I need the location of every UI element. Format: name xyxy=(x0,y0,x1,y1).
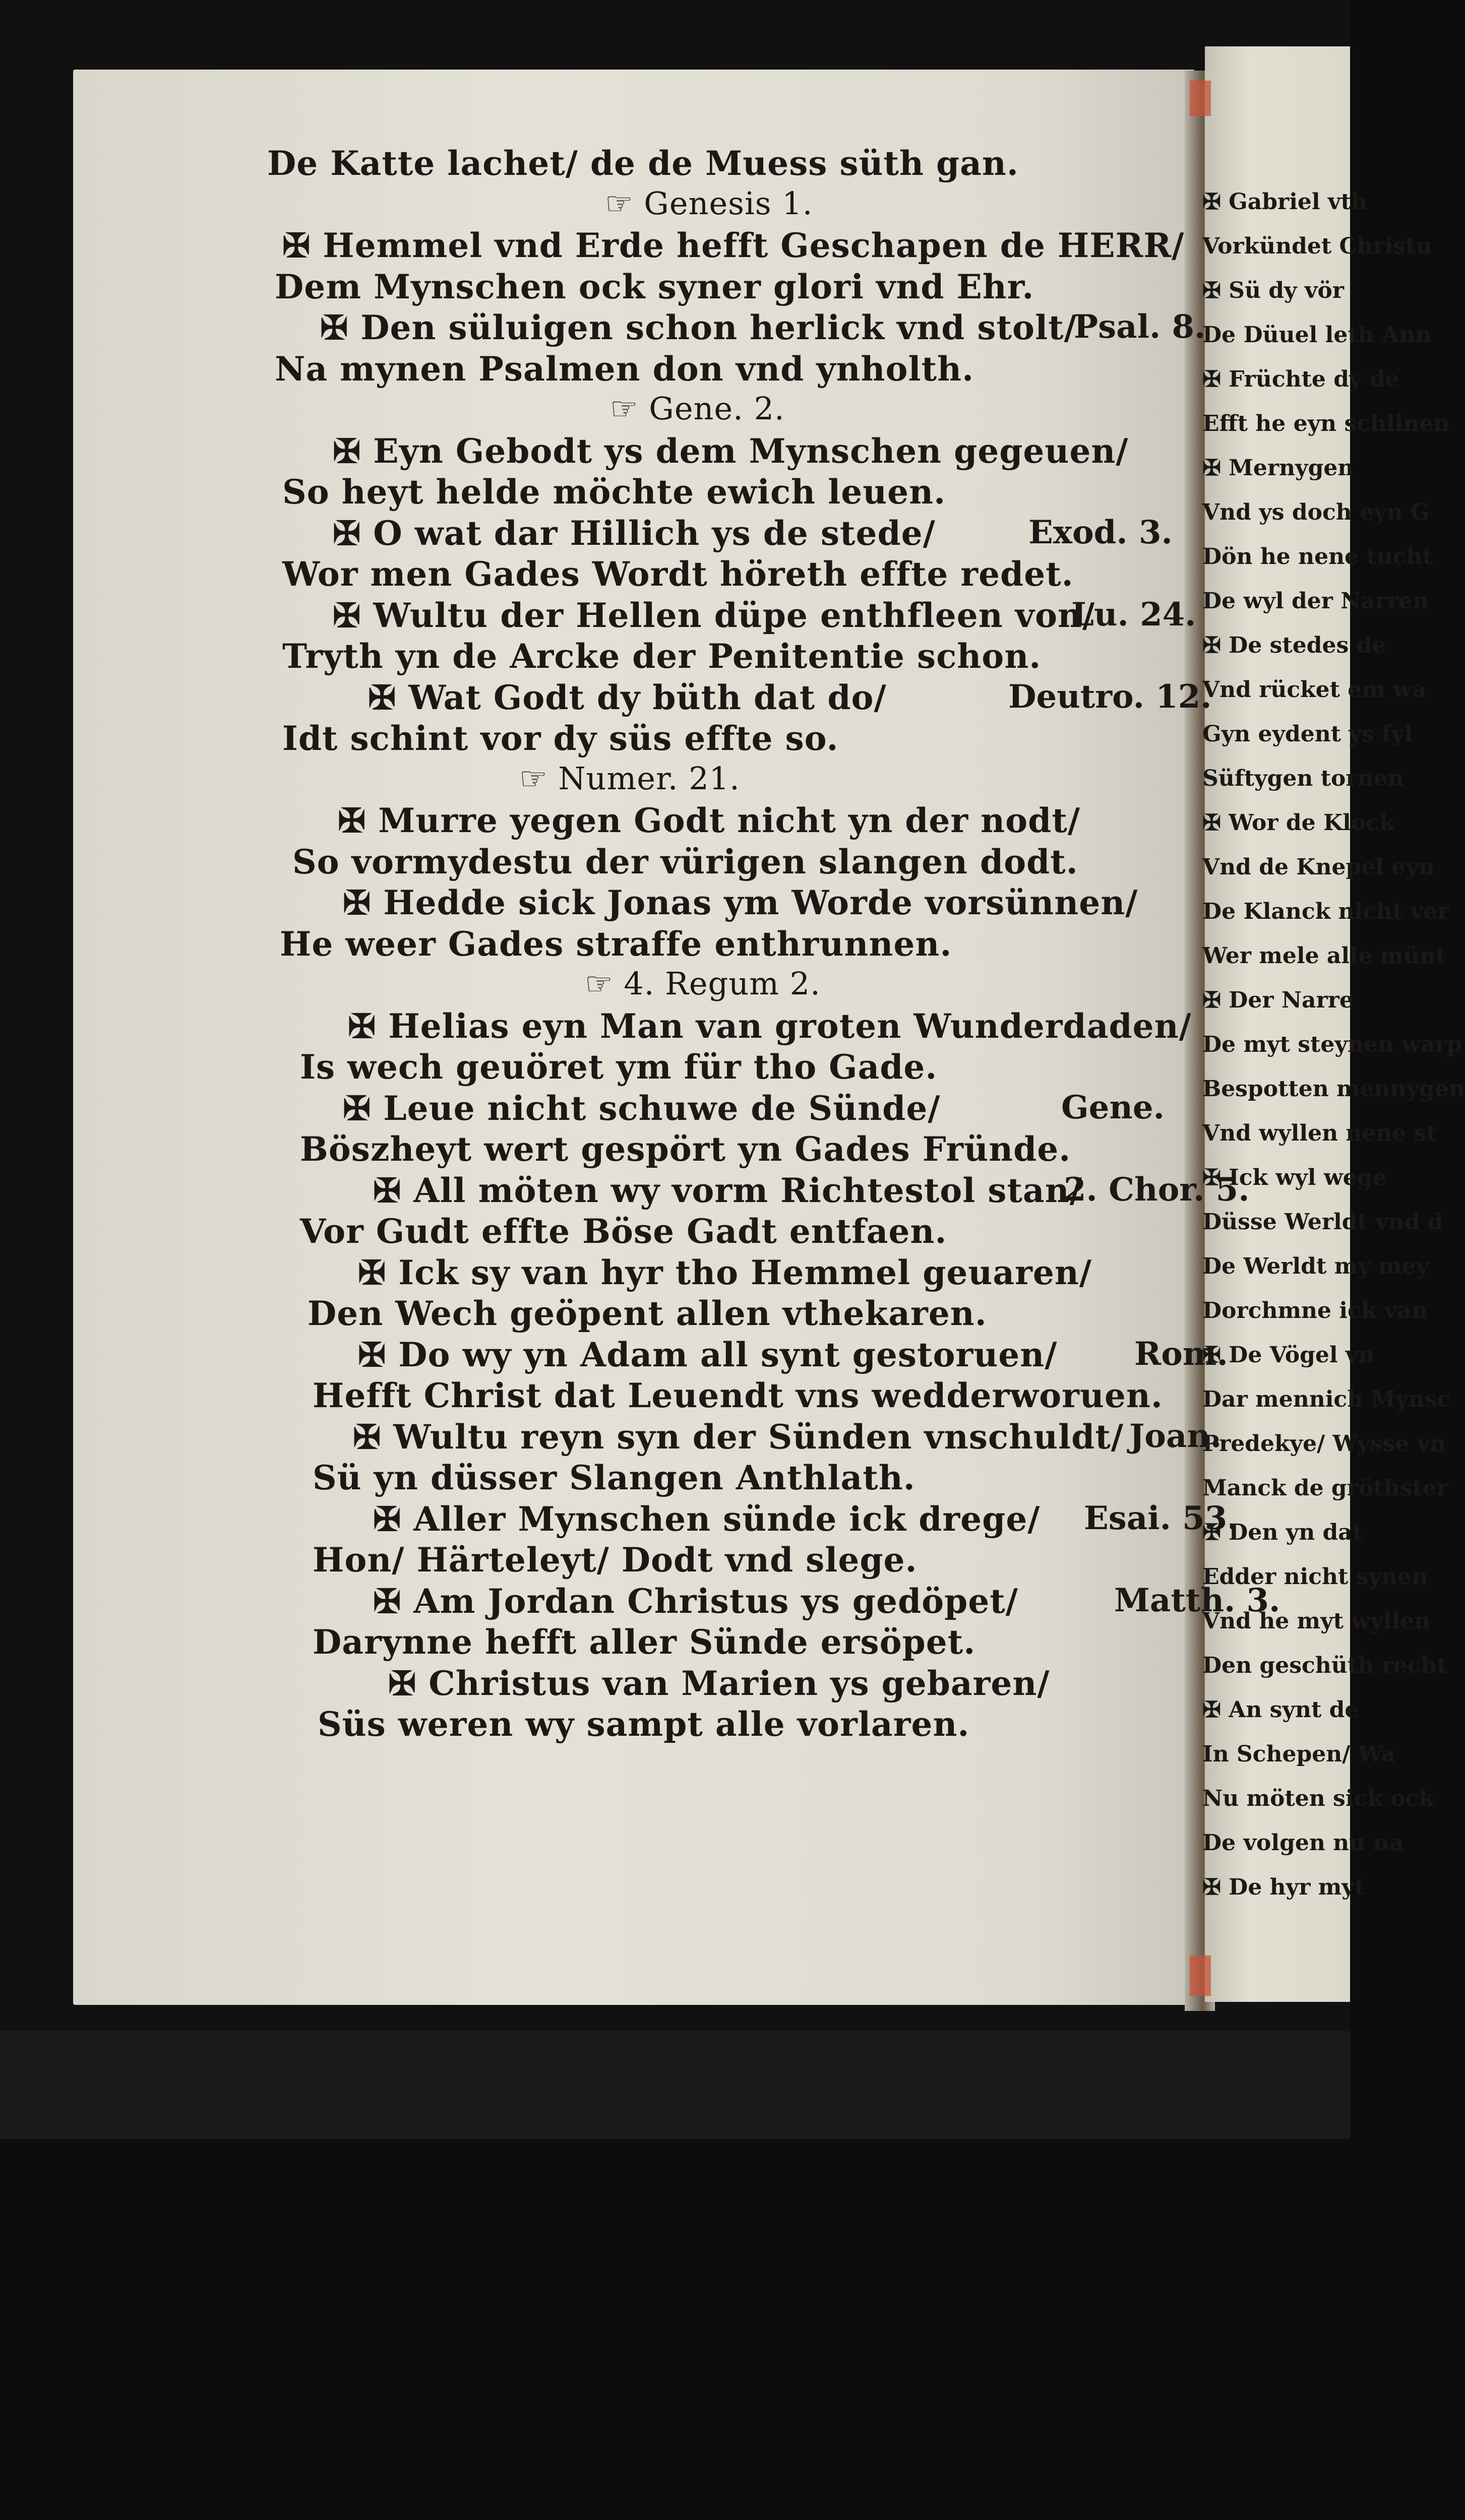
text-line: ✠ Wat Godt dy büth dat do/ xyxy=(368,677,887,717)
scripture-reference: Psal. 8. xyxy=(1074,308,1206,346)
right-text-line: ✠ Mernygen xyxy=(1202,455,1354,481)
right-text-line: In Schepen/ Wa xyxy=(1202,1741,1395,1767)
text-line: ✠ Leue nicht schuwe de Sünde/ xyxy=(343,1088,941,1128)
scripture-reference: Matth. 3. xyxy=(1114,1581,1280,1619)
scripture-reference: Gene. xyxy=(1061,1088,1165,1126)
right-text-line: Vnd he myt wyllen xyxy=(1202,1608,1431,1634)
text-line: ✠ Hedde sick Jonas ym Worde vorsünnen/ xyxy=(343,883,1138,922)
text-line: ✠ Helias eyn Man van groten Wunderdaden/ xyxy=(348,1006,1192,1046)
text-line: He weer Gades straffe enthrunnen. xyxy=(280,924,952,964)
text-line: Wor men Gades Wordt höreth effte redet. xyxy=(282,554,1074,594)
scripture-reference: 2. Chor. 5. xyxy=(1064,1170,1250,1209)
right-text-line: De Düuel leth Ann xyxy=(1202,322,1432,348)
text-line: ✠ Do wy yn Adam all synt gestoruen/ xyxy=(358,1335,1058,1374)
right-text-line: Vorkündet Christu xyxy=(1202,233,1432,259)
text-line: ✠ Wultu der Hellen düpe enthfleen von/ xyxy=(333,595,1095,635)
right-text-line: ✠ Wor de Klock xyxy=(1202,810,1395,836)
right-text-line: Vnd de Knepel eyn xyxy=(1202,854,1435,880)
text-line: Is wech geuöret ym für tho Gade. xyxy=(300,1047,938,1087)
right-text-line: ✠ Den yn dat xyxy=(1202,1520,1363,1545)
right-text-line: Manck de gröthster xyxy=(1202,1475,1448,1501)
right-text-line: Vnd ys doch eyn G xyxy=(1202,499,1430,525)
text-line: ✠ Den süluigen schon herlick vnd stolt/ xyxy=(320,308,1077,347)
right-text-line: De Werldt my mey xyxy=(1202,1253,1429,1279)
scripture-reference: Joan. xyxy=(1129,1417,1222,1455)
text-line: ✠ Wultu reyn syn der Sünden vnschuldt/ xyxy=(353,1417,1124,1457)
text-line: Hefft Christ dat Leuendt vns wedderworuen. xyxy=(313,1376,1163,1415)
right-text-line: ✠ Ick wyl wege xyxy=(1202,1165,1387,1190)
right-text-line: ✠ Früchte dy de xyxy=(1202,366,1399,392)
right-text-line: Dorchmne ick van xyxy=(1202,1298,1428,1324)
right-text-line: ✠ Sü dy vör xyxy=(1202,278,1345,303)
right-text-line: Wer mele alle münt xyxy=(1202,943,1446,969)
viewer-footer xyxy=(0,2031,1350,2139)
text-line: Böszheyt wert gespört yn Gades Fründe. xyxy=(300,1129,1071,1169)
scripture-reference: Exod. 3. xyxy=(1028,513,1173,551)
right-text-line: De Klanck nicht ver xyxy=(1202,899,1449,924)
scripture-reference: Esai. 53. xyxy=(1084,1499,1239,1537)
right-text-line: Vnd wyllen nene st xyxy=(1202,1120,1437,1146)
right-text-line: Dön he nene tucht xyxy=(1202,544,1433,570)
right-text-line: ✠ Der Narre xyxy=(1202,987,1354,1013)
text-line: ✠ Hemmel vnd Erde hefft Geschapen de HERR/ xyxy=(282,226,1185,265)
right-text-line: Bespotten mennygen xyxy=(1202,1076,1465,1102)
text-line: ✠ Murre yegen Godt nicht yn der nodt/ xyxy=(338,801,1080,840)
right-text-line: ✠ De Vögel vn xyxy=(1202,1342,1375,1368)
right-text-line: Gyn eydent ys fyl xyxy=(1202,721,1413,747)
right-text-line: Süftygen tornen xyxy=(1202,766,1404,791)
scripture-reference: Deutro. 12. xyxy=(1008,677,1212,716)
text-line: ✠ O wat dar Hillich ys de stede/ xyxy=(333,513,936,553)
right-text-line: ✠ De hyr myt xyxy=(1202,1874,1365,1900)
chapter-heading: ☞ Numer. 21. xyxy=(519,760,740,797)
text-line: Vor Gudt effte Böse Gadt entfaen. xyxy=(300,1212,947,1251)
text-line: Süs weren wy sampt alle vorlaren. xyxy=(318,1705,970,1744)
text-line: Dem Mynschen ock syner glori vnd Ehr. xyxy=(275,267,1034,306)
chapter-heading: ☞ 4. Regum 2. xyxy=(585,965,821,1002)
text-line: ✠ Ick sy van hyr tho Hemmel geuaren/ xyxy=(358,1252,1092,1292)
right-text-line: De wyl der Narren xyxy=(1202,588,1429,614)
text-line: ✠ All möten wy vorm Richtestol stan/ xyxy=(373,1170,1082,1210)
chapter-heading: ☞ Gene. 2. xyxy=(610,390,785,427)
text-line: De Katte lachet/ de de Muess süth gan. xyxy=(267,144,1019,183)
right-text-line: Düsse Werldt vnd d xyxy=(1202,1209,1443,1235)
text-line: So heyt helde möchte ewich leuen. xyxy=(282,472,946,512)
right-text-line: De myt steynen warp xyxy=(1202,1032,1462,1057)
chapter-heading: ☞ Genesis 1. xyxy=(605,184,813,222)
text-line: Sü yn düsser Slangen Anthlath. xyxy=(313,1458,915,1497)
text-line: Hon/ Härteleyt/ Dodt vnd slege. xyxy=(313,1540,918,1580)
text-line: Tryth yn de Arcke der Penitentie schon. xyxy=(282,637,1042,676)
right-text-line: Predekye/ Wysse vn xyxy=(1202,1431,1446,1457)
right-text-line: Vnd rücket em wa xyxy=(1202,677,1427,703)
right-text-line: Dar mennich Mynsc xyxy=(1202,1387,1451,1412)
scripture-reference: Lu. 24. xyxy=(1071,595,1196,634)
text-line: ✠ Aller Mynschen sünde ick drege/ xyxy=(373,1499,1041,1539)
scripture-reference: Rom. xyxy=(1134,1335,1228,1373)
text-line: ✠ Eyn Gebodt ys dem Mynschen gegeuen/ xyxy=(333,431,1129,471)
right-text-line: ✠ De stedes de xyxy=(1202,633,1386,658)
right-text-line: Efft he eyn schlinen xyxy=(1202,411,1450,436)
right-text-line: De volgen nu na xyxy=(1202,1830,1403,1856)
text-line: ✠ Am Jordan Christus ys gedöpet/ xyxy=(373,1581,1018,1621)
text-line: Den Wech geöpent allen vthekaren. xyxy=(308,1294,987,1333)
right-text-line: Nu möten sick ock xyxy=(1202,1786,1434,1811)
right-text-line: ✠ Gabriel vth xyxy=(1202,189,1367,215)
text-line: Idt schint vor dy süs effte so. xyxy=(282,719,839,758)
text-line: Darynne hefft aller Sünde ersöpet. xyxy=(313,1622,976,1662)
right-text-line: Den geschüth recht xyxy=(1202,1653,1447,1678)
text-line: ✠ Christus van Marien ys gebaren/ xyxy=(388,1663,1050,1703)
text-line: So vormydestu der vürigen slangen dodt. xyxy=(292,842,1078,881)
right-text-line: Edder nicht synen xyxy=(1202,1564,1428,1590)
right-text-line: ✠ An synt de xyxy=(1202,1697,1359,1723)
text-line: Na mynen Psalmen don vnd ynholth. xyxy=(275,349,974,389)
